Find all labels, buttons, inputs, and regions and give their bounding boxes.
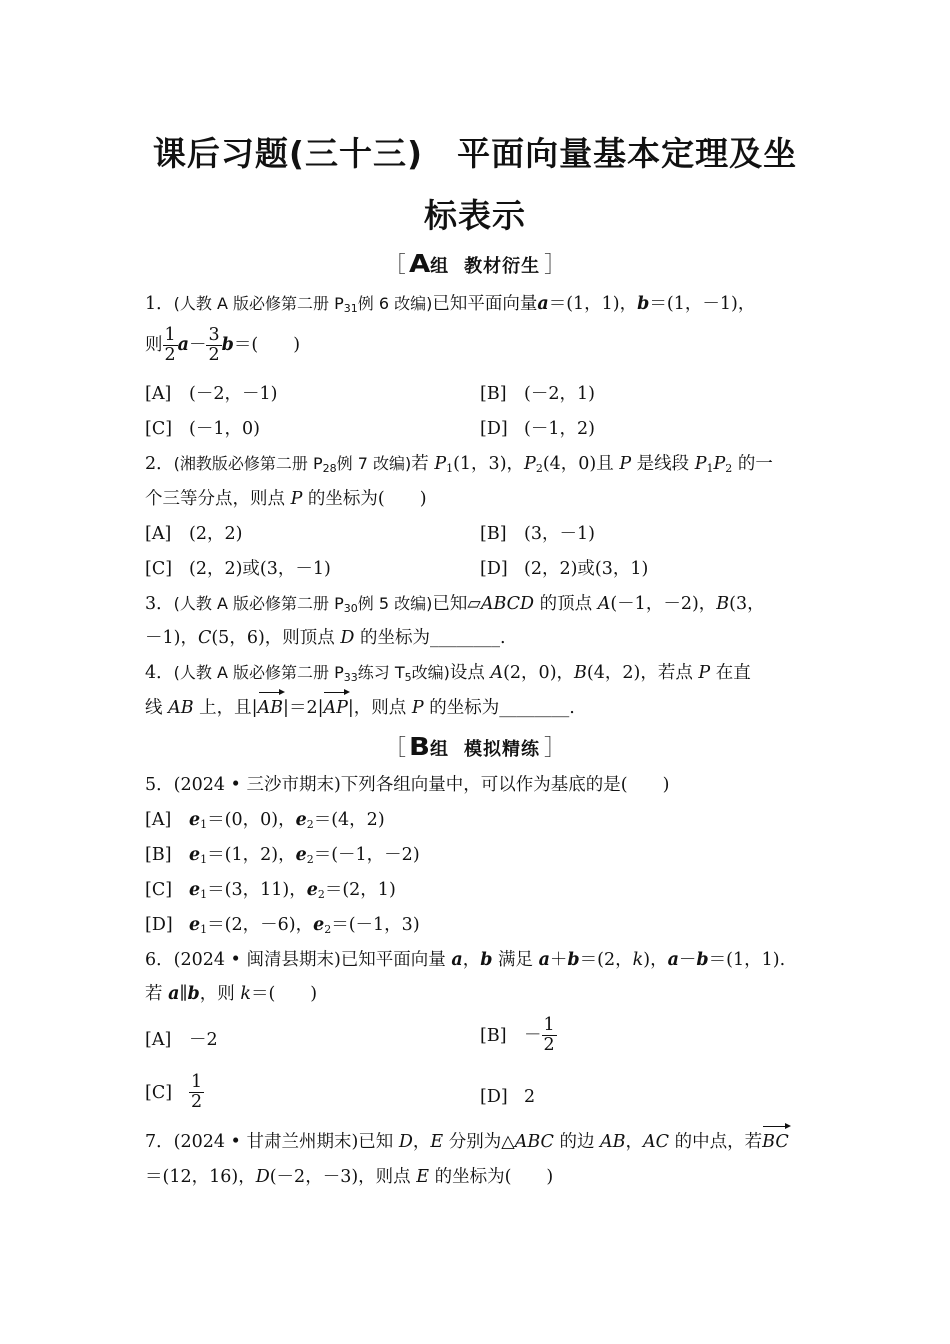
q7-line1: 7．(2024 • 甘肃兰州期末)已知 D，E 分别为△ABC 的边 AB，AC 的中点，若BC xyxy=(145,1132,789,1152)
q2-option-c[interactable]: [C] (2，2)或(3，－1) xyxy=(145,559,331,579)
page-title: 课后习题(三十三) 平面向量基本定理及坐 xyxy=(152,134,798,173)
q2-line1: 2．(湘教版必修第二册 $P_{28}$例 7 改编)若 $P_1(1$，3)，$P_2(4$，0)且 P 是线段 $P_1P_2$ 的一 xyxy=(145,454,773,475)
q2-line2: 个三等分点，则点 P 的坐标为( ) xyxy=(145,489,427,509)
q3-line2: －1)，C(5，6)，则顶点 D 的坐标为________. xyxy=(145,628,506,648)
group-a-header: ［ A组 教材衍生 ］ xyxy=(383,249,567,278)
group-a-name: 教材衍生 xyxy=(464,256,541,277)
q7-line2: ＝(12，16)，D(－2，－3)，则点 E 的坐标为( ) xyxy=(145,1167,554,1187)
q2-option-b[interactable]: [B] (3，－1) xyxy=(480,524,595,544)
fraction-one-half: $\frac{1}{2}$ xyxy=(191,1072,203,1112)
fraction-three-halves: $\frac{3}{2}$ xyxy=(208,325,220,365)
q5-stem: 5．(2024 • 三沙市期末)下列各组向量中，可以作为基底的是( ) xyxy=(145,775,670,795)
q1-line2: 则 $\frac{1}{2}$ a－ $\frac{3}{2}$ b＝( ) xyxy=(145,325,301,365)
q6-option-a[interactable]: [A] －2 xyxy=(145,1030,218,1050)
fraction-one-half: $\frac{1}{2}$ xyxy=(164,325,176,365)
q5-option-a[interactable]: [A] $e_1=(0$，0)，$e_2=(4$，2) xyxy=(145,810,385,831)
q6-option-d[interactable]: [D] 2 xyxy=(480,1087,536,1107)
q4-line1: 4．(人教 A 版必修第二册 $P_{33}$练习 $T_5$改编)设点 A(2，0)，B(4，2)，若点 P 在直 xyxy=(145,663,751,684)
q1-option-c[interactable]: [C] (－1，0) xyxy=(145,419,260,439)
q3-line1: 3．(人教 A 版必修第二册 $P_{30}$例 5 改编)已知▱ABCD 的顶点 A(－1，－2)，B(3， xyxy=(145,594,765,615)
q1-option-b[interactable]: [B] (－2，1) xyxy=(480,384,595,404)
q5-option-d[interactable]: [D] $e_1=(2$，－6)，$e_2=(-1$，3) xyxy=(145,915,420,936)
group-a-letter: A xyxy=(408,249,431,278)
group-b-letter: B xyxy=(409,732,430,761)
group-b-name: 模拟精练 xyxy=(464,739,541,760)
q6-option-c[interactable]: [C] $\frac{1}{2}$ xyxy=(145,1072,203,1112)
vector-ab: AB xyxy=(257,698,284,718)
fraction-one-half: $\frac{1}{2}$ xyxy=(543,1015,555,1055)
q4-line2: 线 AB 上，且|AB|＝2|AP|，则点 P 的坐标为________. xyxy=(145,698,575,718)
q6-line2: 若 a∥b，则 k＝( ) xyxy=(145,984,318,1004)
vector-ap: AP xyxy=(323,698,348,718)
q1-option-a[interactable]: [A] (－2，－1) xyxy=(145,384,278,404)
group-b-header: ［ B组 模拟精练 ］ xyxy=(383,732,567,761)
q5-option-c[interactable]: [C] $e_1=(3$，11)，$e_2=(2$，1) xyxy=(145,880,396,901)
q2-option-a[interactable]: [A] (2，2) xyxy=(145,524,243,544)
q6-option-b[interactable]: [B] － $\frac{1}{2}$ xyxy=(480,1015,555,1055)
q5-option-b[interactable]: [B] $e_1=(1$，2)，$e_2=(-1$，－2) xyxy=(145,845,420,866)
q6-line1: 6．(2024 • 闽清县期末)已知平面向量 a，b 满足 a＋b＝(2，k)，a－b＝(1，1). xyxy=(145,950,786,970)
q2-option-d[interactable]: [D] (2，2)或(3，1) xyxy=(480,559,649,579)
page-title-continued: 标表示 xyxy=(424,196,526,235)
vector-bc: BC xyxy=(762,1132,789,1152)
q1-line1: 1．(人教 A 版必修第二册 $P_{31}$例 6 改编)已知平面向量a＝(1，1)，b＝(1，－1)， xyxy=(145,294,756,315)
q1-option-d[interactable]: [D] (－1，2) xyxy=(480,419,595,439)
